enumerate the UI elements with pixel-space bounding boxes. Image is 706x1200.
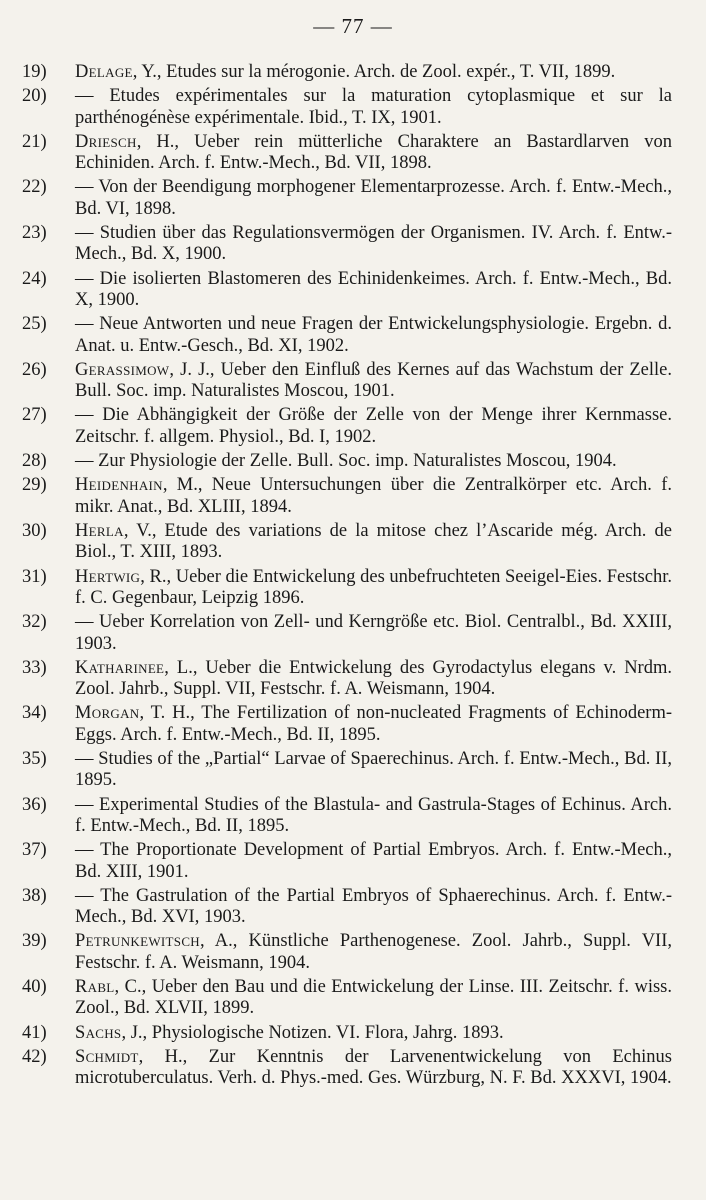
reference-entry — [22, 886, 672, 929]
reference-text: — Die Abhängigkeit der Größe der Zelle von der Menge ihrer Kernmasse. Zeitschr. f. allgem. Physiol., Bd. I, 1902. — [75, 405, 672, 447]
reference-number: 39) — [22, 931, 47, 952]
reference-number: 28) — [22, 451, 47, 472]
reference-number: 26) — [22, 359, 47, 380]
reference-text: , M., Neue Untersuchungen über die Zentralkörper etc. Arch. f. mikr. Anat., Bd. XLIII, 1894. — [75, 475, 672, 517]
reference-entry — [22, 840, 672, 883]
reference-number: 24) — [22, 268, 47, 289]
reference-author: Petrunkewitsch — [75, 931, 200, 952]
reference-number: 21) — [22, 131, 47, 152]
reference-text: — Neue Antworten und neue Fragen der Entwickelungsphysiologie. Ergebn. d. Anat. u. Entw.-Gesch., Bd. XI, 1902. — [75, 314, 672, 356]
reference-entry — [22, 1023, 672, 1044]
reference-number: 22) — [22, 177, 47, 198]
reference-author: Katharinee — [75, 657, 165, 678]
reference-number: 34) — [22, 703, 47, 724]
reference-number: 30) — [22, 520, 47, 541]
reference-entry — [22, 451, 672, 472]
reference-number: 19) — [22, 62, 47, 82]
reference-number: 35) — [22, 748, 47, 769]
reference-text: , T. H., The Fertilization of non-nucleated Fragments of Echinoderm-Eggs. Arch. f. Entw.-Mech., Bd. II, 1895. — [75, 703, 672, 745]
reference-author: Hertwig — [75, 566, 141, 587]
reference-entry — [22, 62, 672, 83]
reference-author: Gerassimow — [75, 359, 170, 380]
reference-entry — [22, 223, 672, 266]
reference-list — [22, 62, 672, 1092]
reference-author: Rabl — [75, 976, 115, 997]
reference-entry — [22, 475, 672, 518]
reference-text: , Y., Etudes sur la mérogonie. Arch. de Zool. expér., T. VII, 1899. — [132, 62, 616, 82]
reference-text: , V., Etude des variations de la mitose chez l’Ascaride még. Arch. de Biol., T. XIII, 1893. — [75, 520, 672, 563]
reference-entry — [22, 749, 672, 792]
reference-text: , R., Ueber die Entwickelung des unbefruchteten Seeigel-Eies. Festschr. f. C. Gegenbaur, Leipzig 1896. — [75, 566, 672, 608]
reference-number: 23) — [22, 223, 47, 244]
reference-entry — [22, 703, 672, 746]
reference-text: — Studies of the „Partial“ Larvae of Spaerechinus. Arch. f. Entw.-Mech., Bd. II, 1895. — [75, 748, 672, 791]
reference-number: 31) — [22, 566, 47, 587]
reference-number: 36) — [22, 794, 47, 815]
reference-text: — Ueber Korrelation von Zell- und Kerngröße etc. Biol. Centralbl., Bd. XXIII, 1903. — [75, 612, 672, 654]
reference-entry — [22, 612, 672, 655]
reference-text: — Die isolierten Blastomeren des Echinidenkeimes. Arch. f. Entw.-Mech., Bd. X, 1900. — [75, 268, 672, 311]
reference-text: — Experimental Studies of the Blastula- and Gastrula-Stages of Echinus. Arch. f. Entw.-Mech., Bd. II, 1895. — [75, 794, 672, 836]
reference-number: 41) — [22, 1022, 47, 1043]
reference-number: 25) — [22, 314, 47, 335]
reference-text: , J., Physiologische Notizen. VI. Flora, Jahrg. 1893. — [121, 1022, 504, 1043]
reference-author: Heidenhain — [75, 475, 163, 496]
reference-author: Driesch — [75, 131, 137, 152]
reference-number: 32) — [22, 612, 47, 633]
reference-text: — Von der Beendigung morphogener Elementarprozesse. Arch. f. Entw.-Mech., Bd. VI, 1898. — [75, 177, 672, 219]
reference-text: — Etudes expérimentales sur la maturation cytoplasmique et sur la parthénogénèse expérimentale. Ibid., T. IX, 1901. — [75, 86, 672, 128]
reference-number: 38) — [22, 885, 47, 906]
reference-number: 27) — [22, 405, 47, 426]
reference-text: , L., Ueber die Entwickelung des Gyrodactylus elegans v. Nrdm. Zool. Jahrb., Suppl. VII, Festschr. f. A. Weismann, 1904. — [75, 657, 672, 700]
reference-text: , J. J., Ueber den Einfluß des Kernes auf das Wachstum der Zelle. Bull. Soc. imp. Naturalistes Moscou, 1901. — [75, 359, 672, 402]
reference-text: , H., Zur Kenntnis der Larvenentwickelung von Echinus microtuberculatus. Verh. d. Phys.-med. Ges. Würzburg, N. F. Bd. XXXVI, 1904. — [75, 1046, 672, 1089]
reference-text: — The Proportionate Development of Partial Embryos. Arch. f. Entw.-Mech., Bd. XIII, 1901. — [75, 840, 672, 882]
reference-entry — [22, 795, 672, 838]
reference-text: , H., Ueber rein mütterliche Charaktere an Bastardlarven von Echiniden. Arch. f. Entw.-Mech., Bd. VII, 1898. — [75, 131, 672, 174]
reference-entry — [22, 931, 672, 974]
reference-entry — [22, 658, 672, 701]
reference-text: — Studien über das Regulationsvermögen der Organismen. IV. Arch. f. Entw.-Mech., Bd. X, 1900. — [75, 223, 672, 265]
reference-entry — [22, 86, 672, 129]
reference-author: Schmidt — [75, 1046, 139, 1067]
reference-number: 29) — [22, 475, 47, 496]
reference-number: 20) — [22, 86, 47, 107]
reference-entry — [22, 977, 672, 1020]
reference-entry — [22, 521, 672, 564]
reference-entry — [22, 567, 672, 610]
reference-number: 42) — [22, 1046, 47, 1067]
reference-number: 33) — [22, 657, 47, 678]
reference-entry — [22, 132, 672, 175]
reference-entry — [22, 405, 672, 448]
reference-entry — [22, 360, 672, 403]
reference-number: 40) — [22, 976, 47, 997]
reference-text: — Zur Physiologie der Zelle. Bull. Soc. imp. Naturalistes Moscou, 1904. — [75, 451, 617, 472]
reference-entry — [22, 314, 672, 357]
reference-author: Sachs — [75, 1022, 122, 1043]
page-number: — 77 — — [313, 14, 393, 38]
reference-entry — [22, 269, 672, 312]
reference-text: , C., Ueber den Bau und die Entwickelung der Linse. III. Zeitschr. f. wiss. Zool., Bd. XLVII, 1899. — [75, 976, 672, 1019]
reference-entry — [22, 177, 672, 220]
reference-author: Herla — [75, 520, 124, 541]
reference-number: 37) — [22, 840, 47, 861]
reference-entry — [22, 1047, 672, 1090]
reference-author: Morgan — [75, 703, 140, 724]
reference-text: — The Gastrulation of the Partial Embryos of Sphaerechinus. Arch. f. Entw.-Mech., Bd. XVI, 1903. — [75, 885, 672, 928]
reference-text: , A., Künstliche Parthenogenese. Zool. Jahrb., Suppl. VII, Festschr. f. A. Weismann, 1904. — [75, 931, 672, 973]
reference-author: Delage — [75, 62, 133, 82]
